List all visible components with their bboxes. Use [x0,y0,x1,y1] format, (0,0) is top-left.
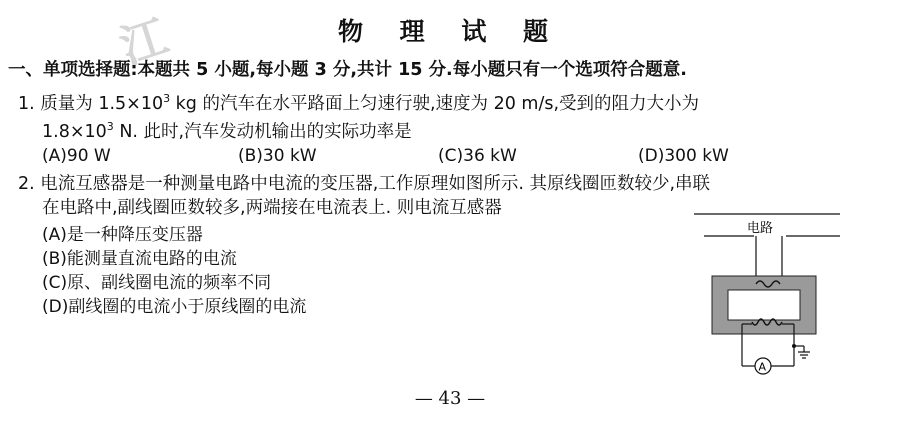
page-number: — 43 — [414,388,486,409]
circuit-label: 电路 [747,221,774,236]
q2-option-d: (D)副线圈的电流小于原线圈的电流 [42,297,307,317]
q1-option-d: (D)300 kW [638,146,729,166]
q1-line-2 [42,118,412,143]
q1-line1-pre: 1. 质量为 1.5×10 [18,94,164,114]
q1-line2-post: N. 此时,汽车发动机输出的实际功率是 [113,122,412,142]
q1-line1-exp: 3 [163,92,171,106]
q2-option-a: (A)是一种降压变压器 [42,225,203,245]
watermark: 江 [113,9,175,75]
q1-line-1 [18,90,699,115]
q2-option-c: (C)原、副线圈电流的频率不同 [42,273,272,293]
q2-line-2: 在电路中,副线圈匝数较多,两端接在电流表上. 则电流互感器 [42,198,502,218]
q2-line-1: 2. 电流互感器是一种测量电路中电流的变压器,工作原理如图所示. 其原线圈匝数较少,串联 [18,174,711,194]
ammeter-label: A [758,360,767,374]
q1-option-b: (B)30 kW [238,146,317,166]
q2-option-b: (B)能测量直流电路的电流 [42,249,237,269]
current-transformer-diagram [690,206,850,386]
core-window [728,290,800,320]
q1-option-c: (C)36 kW [438,146,517,166]
q1-line1-post: kg 的汽车在水平路面上匀速行驶,速度为 20 m/s,受到的阻力大小为 [170,94,700,114]
section-heading: 一、单项选择题:本题共 5 小题,每小题 3 分,共计 15 分.每小题只有一个选项符合题意. [8,60,687,80]
q1-line2-pre: 1.8×10 [42,122,107,142]
q1-line2-exp: 3 [106,120,114,134]
q1-option-a: (A)90 W [42,146,111,166]
page-title: 物 理 试 题 [337,17,563,46]
